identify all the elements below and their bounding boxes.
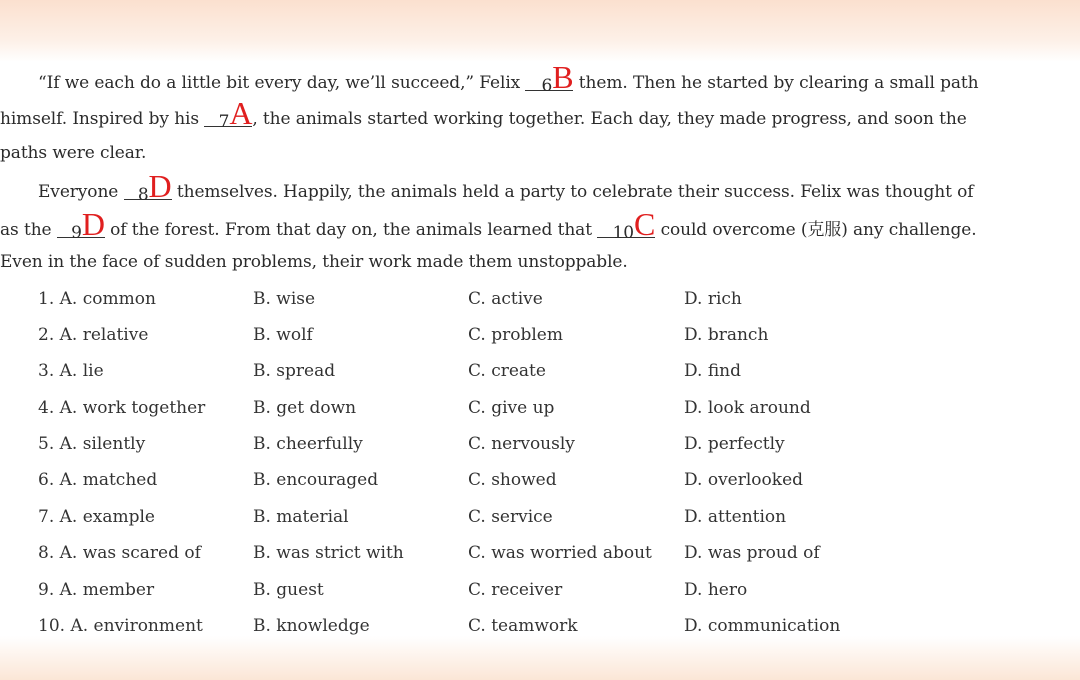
q7-option-d: D. attention bbox=[684, 507, 787, 527]
passage-line-3: paths were clear. bbox=[0, 143, 147, 163]
q3-option-a: 3. A. lie bbox=[38, 361, 104, 381]
q7-option-b: B. material bbox=[253, 507, 349, 527]
q10-option-a: 10. A. environment bbox=[38, 616, 203, 636]
blank-9: 9D bbox=[57, 217, 105, 238]
passage-line-4: Everyone 8D themselves. Happily, the animals held a party to celebrate their success. Felix was thought of bbox=[38, 168, 974, 205]
q1-option-c: C. active bbox=[468, 289, 543, 309]
q4-option-b: B. get down bbox=[253, 398, 357, 418]
q5-option-d: D. perfectly bbox=[684, 434, 785, 454]
q6-option-b: B. encouraged bbox=[253, 470, 379, 490]
q2-option-b: B. wolf bbox=[253, 325, 313, 345]
blank-6: 6B bbox=[525, 70, 573, 91]
q10-option-d: D. communication bbox=[684, 616, 841, 636]
blank-8: 8D bbox=[124, 179, 172, 200]
q9-option-d: D. hero bbox=[684, 580, 748, 600]
q8-option-c: C. was worried about bbox=[468, 543, 652, 563]
answer-7: A bbox=[229, 95, 253, 131]
answer-6: B bbox=[552, 59, 574, 95]
blank-7: 7A bbox=[204, 106, 252, 127]
q3-option-c: C. create bbox=[468, 361, 546, 381]
q4-option-a: 4. A. work together bbox=[38, 398, 206, 418]
answer-8: D bbox=[148, 168, 172, 204]
q9-option-c: C. receiver bbox=[468, 580, 563, 600]
q9-option-a: 9. A. member bbox=[38, 580, 155, 600]
q3-option-d: D. find bbox=[684, 361, 742, 381]
q1-option-d: D. rich bbox=[684, 289, 742, 309]
q2-option-a: 2. A. relative bbox=[38, 325, 149, 345]
q5-option-c: C. nervously bbox=[468, 434, 575, 454]
q7-option-a: 7. A. example bbox=[38, 507, 155, 527]
q10-option-c: C. teamwork bbox=[468, 616, 578, 636]
q8-option-a: 8. A. was scared of bbox=[38, 543, 201, 563]
passage-line-1: “If we each do a little bit every day, we’ll succeed,” Felix 6B them. Then he started by clearing a small path bbox=[38, 59, 979, 96]
q6-option-a: 6. A. matched bbox=[38, 470, 158, 490]
q6-option-c: C. showed bbox=[468, 470, 557, 490]
blank-10: 10C bbox=[597, 217, 655, 238]
answer-9: D bbox=[81, 206, 105, 242]
q2-option-c: C. problem bbox=[468, 325, 563, 345]
q7-option-c: C. service bbox=[468, 507, 553, 527]
q4-option-d: D. look around bbox=[684, 398, 811, 418]
q8-option-d: D. was proud of bbox=[684, 543, 820, 563]
passage-line-2: himself. Inspired by his 7A, the animals started working together. Each day, they made progress, and soon the bbox=[0, 95, 967, 132]
q5-option-a: 5. A. silently bbox=[38, 434, 146, 454]
q5-option-b: B. cheerfully bbox=[253, 434, 363, 454]
passage-line-5: as the 9D of the forest. From that day on, the animals learned that 10C could overcome (克服) any challenge. bbox=[0, 206, 977, 243]
q1-option-a: 1. A. common bbox=[38, 289, 156, 309]
q3-option-b: B. spread bbox=[253, 361, 336, 381]
q1-option-b: B. wise bbox=[253, 289, 316, 309]
q4-option-c: C. give up bbox=[468, 398, 555, 418]
q9-option-b: B. guest bbox=[253, 580, 324, 600]
answer-10: C bbox=[634, 206, 656, 242]
q8-option-b: B. was strict with bbox=[253, 543, 404, 563]
q6-option-d: D. overlooked bbox=[684, 470, 804, 490]
q10-option-b: B. knowledge bbox=[253, 616, 370, 636]
passage-line-6: Even in the face of sudden problems, their work made them unstoppable. bbox=[0, 252, 628, 272]
q2-option-d: D. branch bbox=[684, 325, 769, 345]
